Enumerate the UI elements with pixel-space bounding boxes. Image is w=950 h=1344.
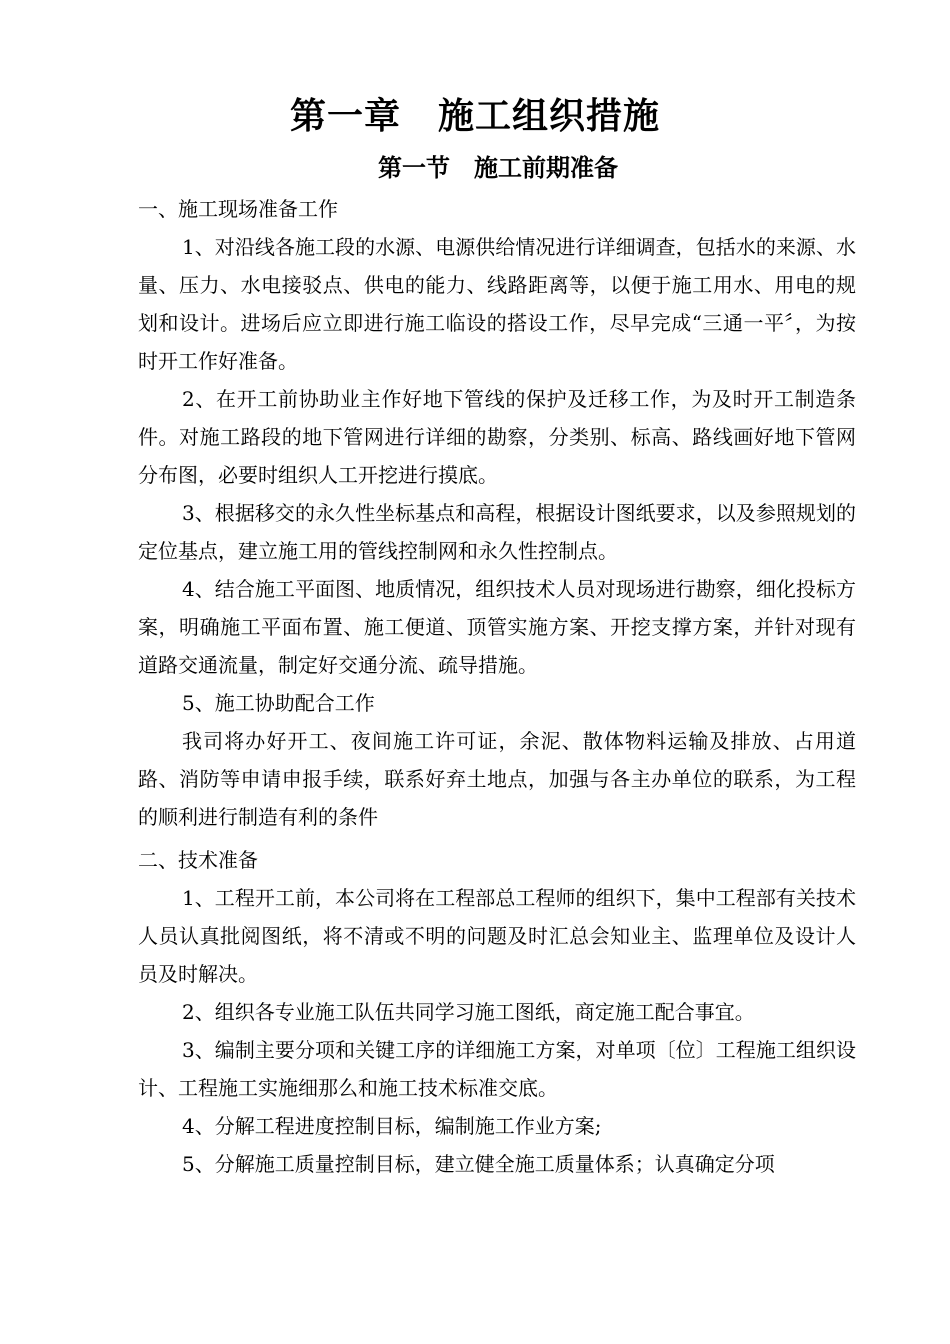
paragraph-water-power-survey: 1、对沿线各施工段的水源、电源供给情况进行详细调查，包括水的来源、水量、压力、水电接驳点、供电的能力、线路距离等，以便于施工用水、用电的规划和设计。进场后应立即进行施工临设的搭设工作，尽早完成“三通一平〞，为按时开工作好准备。 (138, 235, 856, 373)
paragraph-construction-plan: 3、编制主要分项和关键工序的详细施工方案，对单项〔位〕工程施工组织设计、工程施工实施细那么和施工技术标准交底。 (138, 1038, 856, 1100)
part-heading-technical-preparation: 二、技术准备 (138, 848, 258, 872)
paragraph-underground-pipelines: 2、在开工前协助业主作好地下管线的保护及迁移工作，为及时开工制造条件。对施工路段的地下管网进行详细的勘察，分类别、标高、路线画好地下管网分布图，必要时组织人工开挖进行摸底。 (138, 387, 856, 487)
paragraph-permits: 我司将办好开工、夜间施工许可证，余泥、散体物料运输及排放、占用道路、消防等申请申报手续，联系好弃土地点，加强与各主办单位的联系，为工程的顺利进行制造有利的条件 (138, 729, 856, 829)
part-heading-site-preparation: 一、施工现场准备工作 (138, 197, 338, 221)
paragraph-team-study: 2、组织各专业施工队伍共同学习施工图纸，商定施工配合事宜。 (182, 1000, 755, 1024)
paragraph-control-network: 3、根据移交的永久性坐标基点和高程，根据设计图纸要求，以及参照规划的定位基点，建立施工用的管线控制网和永久性控制点。 (138, 501, 856, 563)
paragraph-quality-targets: 5、分解施工质量控制目标，建立健全施工质量体系；认真确定分项 (182, 1152, 775, 1176)
paragraph-drawing-review: 1、工程开工前，本公司将在工程部总工程师的组织下，集中工程部有关技术人员认真批阅图纸，将不清或不明的问题及时汇总会知业主、监理单位及设计人员及时解决。 (138, 886, 856, 986)
chapter-title: 第一章 施工组织措施 (289, 95, 660, 137)
document-body (138, 190, 856, 1183)
paragraph-schedule-targets: 4、分解工程进度控制目标，编制施工作业方案; (182, 1114, 602, 1138)
paragraph-coordination-heading: 5、施工协助配合工作 (182, 691, 375, 715)
paragraph-site-survey: 4、结合施工平面图、地质情况，组织技术人员对现场进行勘察，细化投标方案，明确施工平面布置、施工便道、顶管实施方案、开挖支撑方案，并针对现有道路交通流量，制定好交通分流、疏导措施。 (138, 577, 856, 677)
section-title: 第一节 施工前期准备 (378, 153, 618, 182)
